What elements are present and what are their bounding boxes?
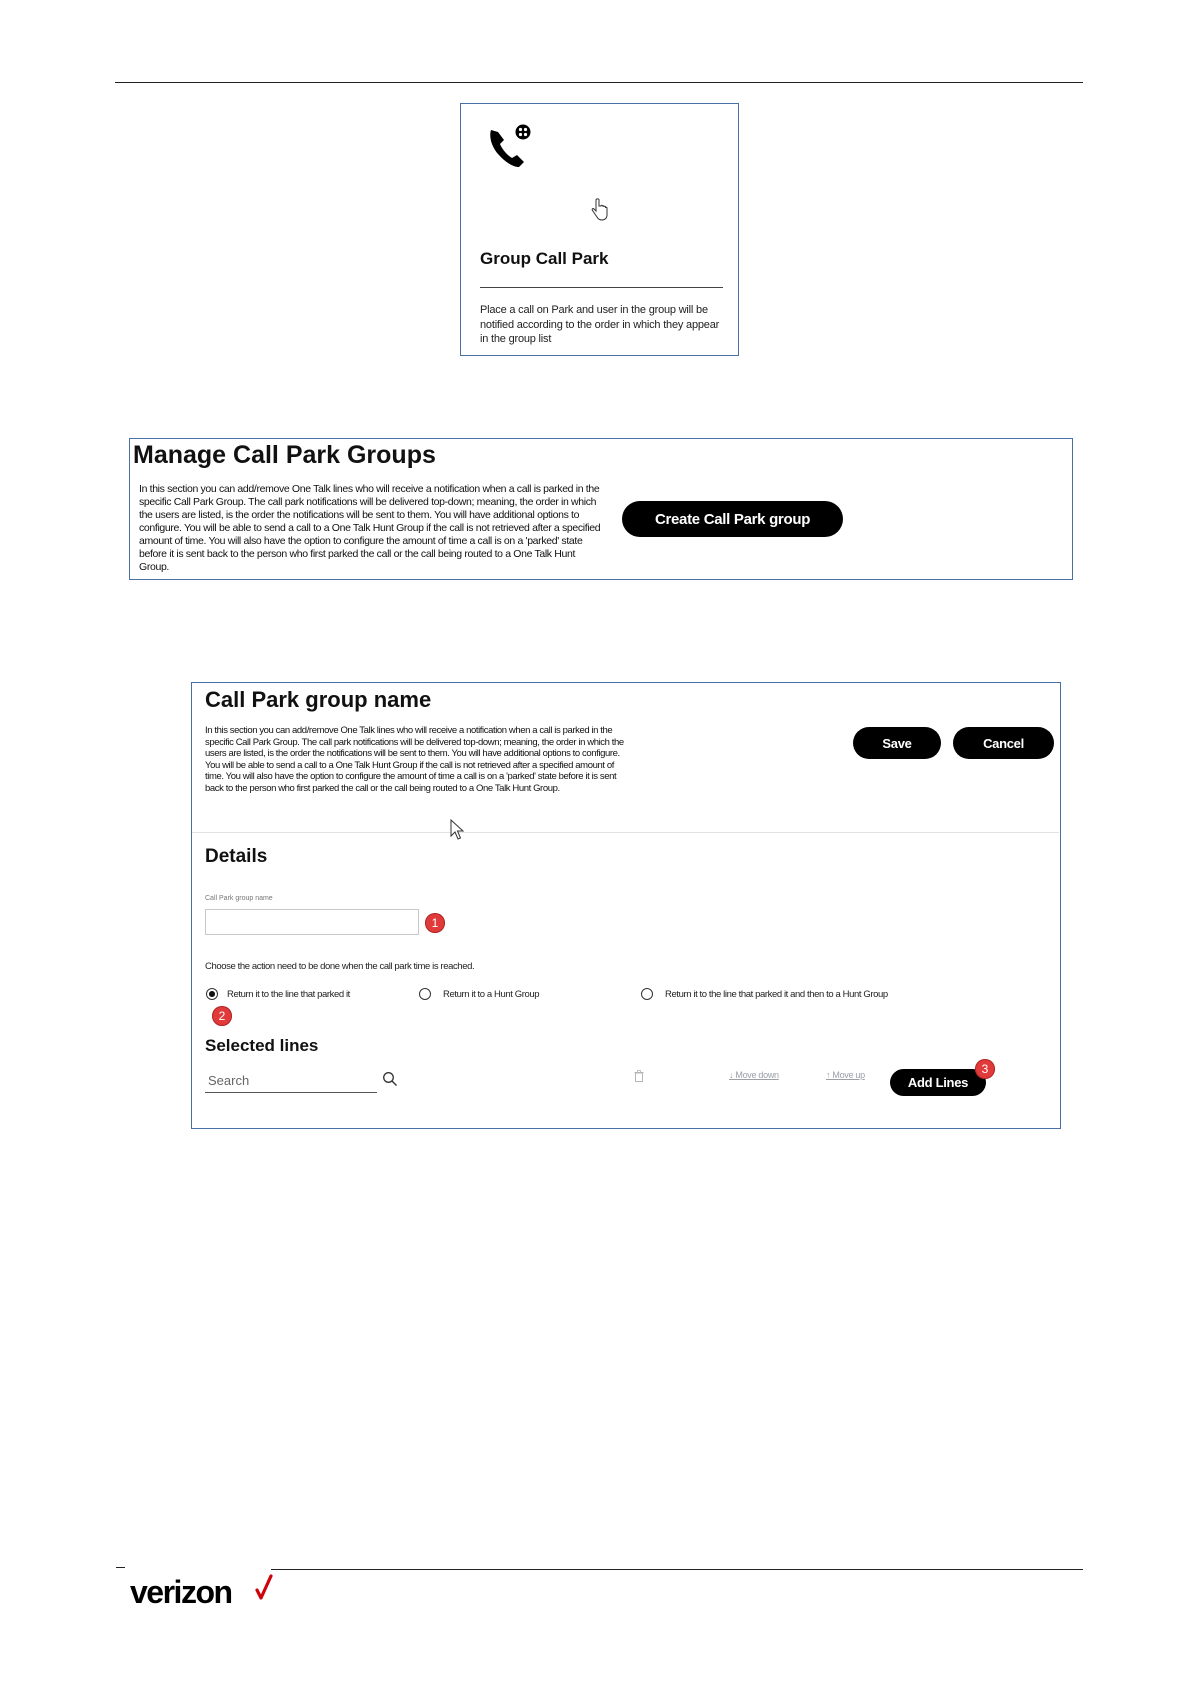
- form-description: In this section you can add/remove One Talk lines who will receive a notification when a call is parked in the specific Call Park Group. The call park notifications will be delivered top-down; meaning, the order in which the users are listed, is the order the notifications will be sent to them. You will have additional options to configure. You will be able to send a call to a One Talk Hunt Group if the call is not retrieved after a specified amount of time. You will also have the option to configure the amount of time a call is on a 'parked' state before it is sent back to the person who first parked the call or the call being routed to a One Talk Hunt Group.: [205, 725, 624, 794]
- details-heading: Details: [205, 846, 268, 867]
- footer-divider: [271, 1569, 1083, 1570]
- save-button[interactable]: Save: [853, 727, 941, 759]
- phone-park-icon: [485, 120, 535, 172]
- create-call-park-group-button[interactable]: Create Call Park group: [622, 501, 843, 537]
- group-call-park-card[interactable]: [460, 103, 739, 356]
- manage-title: Manage Call Park Groups: [133, 441, 436, 469]
- card-description: Place a call on Park and user in the group will be notified according to the order in which they appear in the group list: [480, 304, 720, 345]
- trash-icon[interactable]: [634, 1070, 644, 1082]
- top-divider: [115, 82, 1083, 83]
- footer-tick: [116, 1567, 125, 1568]
- selected-lines-heading: Selected lines: [205, 1036, 319, 1055]
- group-name-label: Call Park group name: [205, 895, 273, 902]
- cancel-button[interactable]: Cancel: [953, 727, 1054, 759]
- manage-call-park-groups-panel: [129, 438, 1073, 580]
- action-instruction: Choose the action need to be done when the call park time is reached.: [205, 961, 475, 972]
- card-title: Group Call Park: [480, 249, 609, 268]
- arrow-pointer-icon: [450, 819, 466, 841]
- add-lines-button[interactable]: Add Lines: [890, 1069, 986, 1096]
- search-input[interactable]: [205, 1069, 377, 1093]
- group-name-input[interactable]: [205, 909, 419, 935]
- logo-wordmark: verizon: [130, 1574, 232, 1610]
- manage-description: In this section you can add/remove One Talk lines who will receive a notification when a call is parked in the specific Call Park Group. The call park notifications will be delivered top-down; meaning, the order in which the users are listed, is the order the notifications will be sent to them. You will have additional options to configure. You will be able to send a call to a One Talk Hunt Group if the call is not retrieved after a specified amount of time. You will also have the option to configure the amount of time a call is on a 'parked' state before it is sent back to the person who first parked the call or the call being routed to a One Talk Hunt Group.: [139, 483, 601, 573]
- verizon-check-icon: [255, 1574, 273, 1602]
- search-icon[interactable]: [382, 1071, 398, 1087]
- move-down-link[interactable]: ↓ Move down: [729, 1070, 779, 1080]
- radio-label-return-to-parker: Return it to the line that parked it: [227, 989, 350, 1000]
- annotation-badge-3: 3: [975, 1059, 995, 1079]
- radio-label-return-to-hunt-group: Return it to a Hunt Group: [443, 989, 540, 1000]
- radio-return-to-parker[interactable]: [206, 988, 218, 1000]
- verizon-logo: [130, 1574, 232, 1611]
- annotation-badge-1: 1: [425, 913, 445, 933]
- form-title: Call Park group name: [205, 687, 432, 712]
- radio-label-return-to-parker-then-hunt-group: Return it to the line that parked it and then to a Hunt Group: [665, 989, 888, 1000]
- hand-cursor-icon: [590, 198, 610, 222]
- card-divider: [480, 287, 723, 288]
- radio-return-to-hunt-group[interactable]: [419, 988, 431, 1000]
- annotation-badge-2: 2: [212, 1006, 232, 1026]
- call-park-group-form: [191, 682, 1061, 1129]
- radio-return-to-parker-then-hunt-group[interactable]: [641, 988, 653, 1000]
- move-up-link[interactable]: ↑ Move up: [826, 1070, 865, 1080]
- form-divider: [192, 832, 1059, 833]
